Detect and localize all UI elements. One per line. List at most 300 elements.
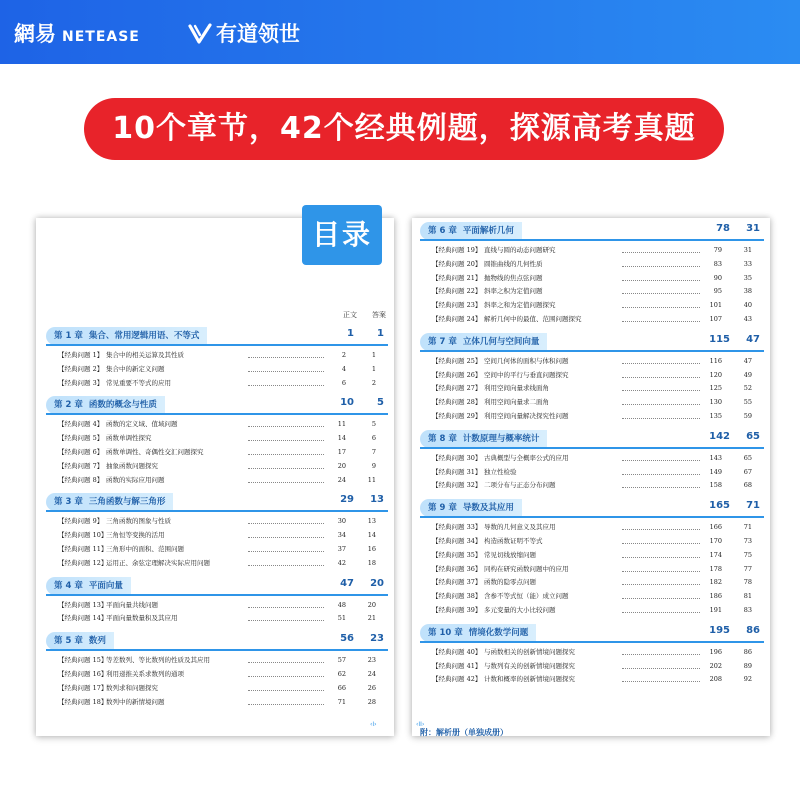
problem-row [432, 369, 758, 382]
problem-row [432, 285, 758, 298]
leader-dots [622, 280, 700, 281]
problem-answer-page: 75 [743, 550, 752, 559]
problem-answer-page: 71 [743, 523, 752, 532]
chapter-number: 第 6 章 [428, 226, 457, 236]
chapter-title: 平面解析几何 [462, 226, 514, 236]
problem-row [432, 549, 758, 562]
problem-title: 集合中的新定义问题 [106, 364, 165, 373]
problem-text-page: 135 [709, 412, 722, 420]
problem-text-page: 143 [709, 453, 722, 462]
netease-logo-cn: 網易 [14, 22, 56, 46]
problem-row [432, 410, 758, 423]
problem-label: 【经典问题 2】 [58, 364, 104, 373]
chapter-title: 立体几何与空间向量 [462, 336, 540, 347]
problem-answer-page: 1 [371, 364, 376, 373]
problem-title: 抽象函数问题探究 [106, 461, 158, 470]
chapter-underline [46, 510, 388, 512]
problem-answer-page: 7 [371, 448, 376, 456]
problem-text-page: 24 [337, 475, 346, 484]
leader-dots [622, 598, 700, 599]
chapter-underline [420, 516, 764, 518]
problem-title: 空间几何体的面积与体积问题 [484, 356, 569, 365]
problem-title: 三角恒等变换的活用 [106, 531, 165, 540]
leader-dots [622, 584, 700, 585]
problem-answer-page: 83 [743, 606, 752, 614]
problem-title: 利用空间向量求线面角 [484, 384, 549, 393]
chapter-heading [46, 632, 114, 650]
problem-text-page: 71 [337, 697, 346, 706]
problem-text-page: 34 [337, 531, 346, 540]
problem-answer-page: 89 [743, 661, 752, 670]
problem-text-page: 42 [337, 558, 346, 567]
problem-answer-page: 52 [743, 384, 752, 393]
problem-label: 【经典问题 17】 [58, 683, 108, 692]
problem-label: 【经典问题 24】 [432, 315, 482, 323]
problem-title: 直线与圆的动态问题研究 [484, 246, 556, 254]
problem-row [58, 446, 382, 459]
chapter-number: 第 10 章 [428, 627, 463, 638]
problem-row [432, 535, 758, 548]
problem-title: 抛物线的焦点弦问题 [484, 273, 543, 282]
problem-answer-page: 11 [367, 475, 376, 484]
problem-row [432, 673, 758, 686]
problem-row [58, 349, 382, 362]
problem-label: 【经典问题 29】 [432, 412, 482, 420]
problem-title: 含参不等式恒（能）成立问题 [484, 592, 569, 601]
problem-title: 三角形中的面积、范围问题 [106, 545, 184, 553]
problem-answer-page: 26 [367, 683, 376, 692]
problem-row [58, 377, 382, 390]
leader-dots [248, 523, 324, 524]
problem-answer-page: 73 [743, 537, 752, 545]
problem-answer-page: 28 [367, 697, 376, 706]
problem-text-page: 107 [709, 315, 722, 323]
problem-text-page: 186 [709, 592, 722, 601]
chapter-row [420, 333, 764, 351]
problem-label: 【经典问题 37】 [432, 578, 482, 587]
problem-text-page: 191 [709, 606, 722, 614]
problem-answer-page: 13 [367, 517, 376, 526]
problem-title: 等差数列、等比数列的性质及其应用 [106, 656, 210, 665]
problem-row [432, 382, 758, 395]
chapter-title: 三角函数与解三角形 [88, 497, 166, 508]
problem-row [58, 515, 382, 528]
chapter-text-page: 142 [709, 430, 730, 442]
problem-answer-page: 49 [743, 370, 752, 379]
problem-text-page: 79 [713, 246, 722, 254]
chapter-row [46, 327, 388, 345]
chapter-heading [420, 430, 547, 448]
problem-title: 同构在研究函数问题中的应用 [484, 564, 569, 573]
chapter-text-page: 10 [340, 397, 354, 409]
chapter-text-page: 165 [709, 500, 730, 512]
chapter-text-page: 56 [340, 633, 354, 645]
problem-text-page: 170 [709, 537, 722, 545]
problem-title: 古典概型与全概率公式的应用 [484, 453, 569, 462]
leader-dots [622, 529, 700, 530]
problem-label: 【经典问题 11】 [58, 545, 108, 553]
problem-row [432, 313, 758, 326]
problem-text-page: 37 [337, 545, 346, 553]
problem-answer-page: 35 [743, 273, 752, 282]
leader-dots [248, 704, 324, 705]
netease-logo [14, 18, 140, 48]
chapter-underline [46, 413, 388, 415]
problem-answer-page: 43 [743, 315, 752, 323]
leader-dots [248, 454, 324, 455]
problem-text-page: 116 [709, 356, 722, 365]
problem-answer-page: 16 [367, 545, 376, 553]
problem-title: 利用空间向量解决探究性问题 [484, 412, 569, 420]
problem-answer-page: 81 [743, 592, 752, 601]
chapter-title: 集合、常用逻辑用语、不等式 [88, 331, 200, 341]
problem-answer-page: 65 [743, 453, 752, 462]
leader-dots [622, 404, 700, 405]
problem-row [432, 244, 758, 257]
chapter-number: 第 9 章 [428, 503, 457, 514]
chapter-text-page: 1 [347, 328, 354, 339]
problem-row [432, 299, 758, 312]
problem-title: 多元变量的大小比较问题 [484, 606, 556, 614]
problem-row [58, 599, 382, 612]
problem-row [432, 660, 758, 673]
problem-label: 【经典问题 26】 [432, 370, 482, 379]
column-header-answer: 答案 [372, 311, 386, 319]
problem-row [432, 563, 758, 576]
problem-text-page: 174 [709, 550, 722, 559]
problem-label: 【经典问题 13】 [58, 600, 108, 609]
chapter-heading [46, 493, 173, 511]
page-number-left: ‹I› [370, 721, 377, 728]
problem-title: 圆锥曲线的几何性质 [484, 259, 543, 268]
problem-label: 【经典问题 15】 [58, 656, 108, 665]
problem-answer-page: 77 [743, 564, 752, 573]
problem-row [58, 612, 382, 625]
chapter-answer-page: 20 [370, 577, 384, 589]
chapter-underline [46, 649, 388, 651]
problem-row [58, 654, 382, 667]
problem-label: 【经典问题 10】 [58, 531, 108, 540]
problem-title: 三角函数的图象与性质 [106, 517, 171, 526]
problem-row [58, 460, 382, 473]
problem-row [58, 668, 382, 681]
problem-row [432, 590, 758, 603]
chapter-answer-page: 5 [377, 397, 384, 409]
chapter-heading [46, 396, 165, 414]
problem-text-page: 182 [709, 578, 722, 587]
chapter-number: 第 3 章 [54, 497, 83, 508]
problem-label: 【经典问题 39】 [432, 606, 482, 614]
problem-answer-page: 86 [743, 647, 752, 656]
problem-answer-page: 33 [743, 259, 752, 268]
leader-dots [622, 487, 700, 488]
problem-title: 平面向量共线问题 [106, 600, 158, 609]
problem-label: 【经典问题 9】 [58, 517, 104, 526]
chapter-answer-page: 31 [746, 223, 760, 234]
problem-label: 【经典问题 18】 [58, 697, 108, 706]
problem-title: 斜率之和为定值问题探究 [484, 301, 556, 310]
problem-text-page: 178 [709, 564, 722, 573]
leader-dots [622, 612, 700, 613]
leader-dots [248, 537, 324, 538]
problem-label: 【经典问题 33】 [432, 523, 482, 532]
chapter-answer-page: 23 [370, 633, 384, 645]
chapter-text-page: 47 [340, 577, 354, 589]
problem-title: 数列中的新情境问题 [106, 697, 165, 706]
youdao-check-icon [188, 23, 212, 45]
brand-bar [0, 0, 800, 64]
problem-answer-page: 31 [743, 246, 752, 254]
problem-row [432, 452, 758, 465]
leader-dots [622, 252, 700, 253]
problem-label: 【经典问题 40】 [432, 647, 482, 656]
problem-answer-page: 23 [367, 656, 376, 665]
problem-title: 函数的定义域、值域问题 [106, 420, 178, 429]
problem-answer-page: 1 [371, 351, 376, 359]
problem-label: 【经典问题 34】 [432, 537, 482, 545]
problem-answer-page: 14 [367, 531, 376, 540]
chapter-title: 情境化数学问题 [468, 627, 529, 638]
problem-answer-page: 67 [743, 467, 752, 476]
problem-title: 导数的几何意义及其应用 [484, 523, 556, 532]
problem-text-page: 30 [337, 517, 346, 526]
problem-title: 与函数相关的创新情境问题探究 [484, 647, 575, 656]
chapter-heading [46, 577, 131, 595]
problem-text-page: 20 [337, 461, 346, 470]
leader-dots [248, 371, 324, 372]
chapter-row [420, 624, 764, 642]
leader-dots [622, 571, 700, 572]
problem-text-page: 11 [337, 420, 346, 429]
problem-text-page: 196 [709, 647, 722, 656]
problem-label: 【经典问题 7】 [58, 461, 104, 470]
problem-answer-page: 2 [371, 378, 376, 387]
problem-row [58, 432, 382, 445]
problem-title: 函数的实际应用问题 [106, 475, 165, 484]
problem-text-page: 57 [337, 656, 346, 665]
problem-label: 【经典问题 5】 [58, 434, 104, 443]
chapter-underline [420, 447, 764, 449]
problem-title: 与数列有关的创新情境问题探究 [484, 661, 575, 670]
problem-row [58, 682, 382, 695]
chapter-answer-page: 65 [746, 430, 760, 442]
problem-answer-page: 24 [367, 670, 376, 678]
appendix-note: 附：解析册（单独成册） [420, 728, 508, 737]
leader-dots [622, 474, 700, 475]
problem-title: 函数的隐零点问题 [484, 578, 536, 587]
problem-row [432, 466, 758, 479]
problem-text-page: 90 [713, 273, 722, 282]
problem-label: 【经典问题 19】 [432, 246, 482, 254]
chapter-title: 平面向量 [88, 580, 123, 591]
chapter-number: 第 1 章 [54, 331, 83, 341]
leader-dots [622, 668, 700, 669]
problem-label: 【经典问题 42】 [432, 675, 482, 684]
chapter-number: 第 8 章 [428, 433, 457, 444]
problem-row [432, 604, 758, 617]
leader-dots [622, 266, 700, 267]
problem-text-page: 95 [713, 287, 722, 296]
problem-label: 【经典问题 22】 [432, 287, 482, 296]
leader-dots [622, 681, 700, 682]
problem-text-page: 66 [337, 683, 346, 692]
problem-row [432, 355, 758, 368]
problem-row [58, 363, 382, 376]
leader-dots [622, 377, 700, 378]
chapter-answer-page: 86 [746, 624, 760, 636]
chapter-title: 导数及其应用 [462, 503, 514, 514]
problem-text-page: 62 [337, 670, 346, 678]
problem-label: 【经典问题 32】 [432, 481, 482, 490]
problem-label: 【经典问题 8】 [58, 475, 104, 484]
chapter-heading [46, 327, 207, 345]
problem-answer-page: 55 [743, 398, 752, 407]
problem-row [58, 474, 382, 487]
chapter-title: 函数的概念与性质 [88, 400, 157, 411]
leader-dots [248, 551, 324, 552]
problem-label: 【经典问题 4】 [58, 420, 104, 429]
problem-answer-page: 47 [743, 356, 752, 365]
problem-answer-page: 21 [367, 614, 376, 623]
leader-dots [248, 690, 324, 691]
headline-banner: 10个章节，42个经典例题，探源高考真题 [84, 98, 724, 160]
problem-answer-page: 92 [743, 675, 752, 684]
youdao-logo [188, 18, 300, 48]
chapter-underline [46, 344, 388, 346]
chapter-text-page: 195 [709, 624, 730, 636]
chapter-heading [420, 624, 536, 642]
problem-text-page: 101 [709, 301, 722, 310]
toc-title: 目录 [302, 205, 382, 265]
leader-dots [622, 418, 700, 419]
chapter-number: 第 7 章 [428, 336, 457, 347]
problem-label: 【经典问题 12】 [58, 558, 108, 567]
chapter-text-page: 29 [340, 494, 354, 506]
problem-title: 函数单调性探究 [106, 434, 152, 443]
problem-text-page: 4 [341, 364, 346, 373]
problem-title: 集合中的相关运算及其性质 [106, 351, 184, 359]
problem-text-page: 166 [709, 523, 722, 532]
problem-label: 【经典问题 27】 [432, 384, 482, 393]
problem-text-page: 48 [337, 600, 346, 609]
chapter-title: 数列 [88, 636, 106, 647]
chapter-heading [420, 333, 547, 351]
problem-text-page: 208 [709, 675, 722, 684]
chapter-heading [420, 222, 522, 240]
problem-title: 二项分布与正态分布问题 [484, 481, 556, 490]
problem-title: 空间中的平行与垂直问题探究 [484, 370, 569, 379]
problem-title: 计数和概率的创新情境问题探究 [484, 675, 575, 684]
problem-row [432, 646, 758, 659]
chapter-answer-page: 1 [377, 328, 384, 339]
chapter-text-page: 78 [716, 223, 730, 234]
leader-dots [622, 557, 700, 558]
problem-label: 【经典问题 28】 [432, 398, 482, 407]
leader-dots [622, 390, 700, 391]
problem-label: 【经典问题 16】 [58, 670, 108, 678]
chapter-row [420, 499, 764, 517]
chapter-row [46, 632, 388, 650]
problem-title: 平面向量数量积及其应用 [106, 614, 178, 623]
youdao-logo-text: 有道领世 [216, 22, 300, 46]
problem-title: 解析几何中的最值、范围问题探究 [484, 315, 582, 323]
chapter-underline [420, 641, 764, 643]
problem-title: 函数单调性、奇偶性交汇问题探究 [106, 448, 204, 456]
problem-answer-page: 20 [367, 600, 376, 609]
leader-dots [622, 307, 700, 308]
problem-text-page: 120 [709, 370, 722, 379]
problem-text-page: 14 [337, 434, 346, 443]
problem-text-page: 17 [337, 448, 346, 456]
problem-row [58, 529, 382, 542]
problem-text-page: 2 [341, 351, 346, 359]
problem-label: 【经典问题 3】 [58, 378, 104, 387]
problem-label: 【经典问题 31】 [432, 467, 482, 476]
chapter-number: 第 4 章 [54, 580, 83, 591]
problem-answer-page: 40 [743, 301, 752, 310]
chapter-row [420, 222, 764, 240]
problem-label: 【经典问题 6】 [58, 448, 104, 456]
leader-dots [248, 482, 324, 483]
problem-row [432, 396, 758, 409]
chapter-row [46, 577, 388, 595]
problem-text-page: 130 [709, 398, 722, 407]
problem-label: 【经典问题 30】 [432, 453, 482, 462]
problem-text-page: 158 [709, 481, 722, 490]
leader-dots [248, 607, 324, 608]
leader-dots [248, 426, 324, 427]
chapter-underline [46, 594, 388, 596]
problem-answer-page: 18 [367, 558, 376, 567]
problem-label: 【经典问题 20】 [432, 259, 482, 268]
problem-answer-page: 38 [743, 287, 752, 296]
problem-title: 常见重要不等式的应用 [106, 378, 171, 387]
problem-label: 【经典问题 25】 [432, 356, 482, 365]
leader-dots [248, 565, 324, 566]
problem-answer-page: 68 [743, 481, 752, 490]
problem-answer-page: 78 [743, 578, 752, 587]
leader-dots [248, 662, 324, 663]
problem-title: 运用正、余弦定理解决实际应用问题 [106, 558, 210, 567]
problem-text-page: 6 [341, 378, 346, 387]
problem-row [58, 696, 382, 709]
leader-dots [622, 460, 700, 461]
problem-label: 【经典问题 41】 [432, 661, 482, 670]
chapter-text-page: 115 [709, 333, 730, 345]
problem-answer-page: 59 [743, 412, 752, 420]
problem-row [432, 272, 758, 285]
problem-title: 利用递推关系求数列的通项 [106, 670, 184, 678]
problem-row [432, 258, 758, 271]
chapter-row [46, 493, 388, 511]
problem-title: 常见切线放缩问题 [484, 550, 536, 559]
problem-title: 构造函数证明不等式 [484, 537, 543, 545]
chapter-number: 第 2 章 [54, 400, 83, 411]
problem-title: 数列求和问题探究 [106, 683, 158, 692]
problem-label: 【经典问题 14】 [58, 614, 108, 623]
chapter-underline [420, 239, 764, 241]
problem-row [432, 479, 758, 492]
problem-row [432, 576, 758, 589]
chapter-answer-page: 47 [746, 333, 760, 345]
problem-row [58, 418, 382, 431]
problem-title: 斜率之积为定值问题 [484, 287, 543, 296]
netease-logo-en: NETEASE [62, 29, 140, 45]
leader-dots [248, 676, 324, 677]
leader-dots [248, 385, 324, 386]
leader-dots [622, 543, 700, 544]
problem-text-page: 149 [709, 467, 722, 476]
